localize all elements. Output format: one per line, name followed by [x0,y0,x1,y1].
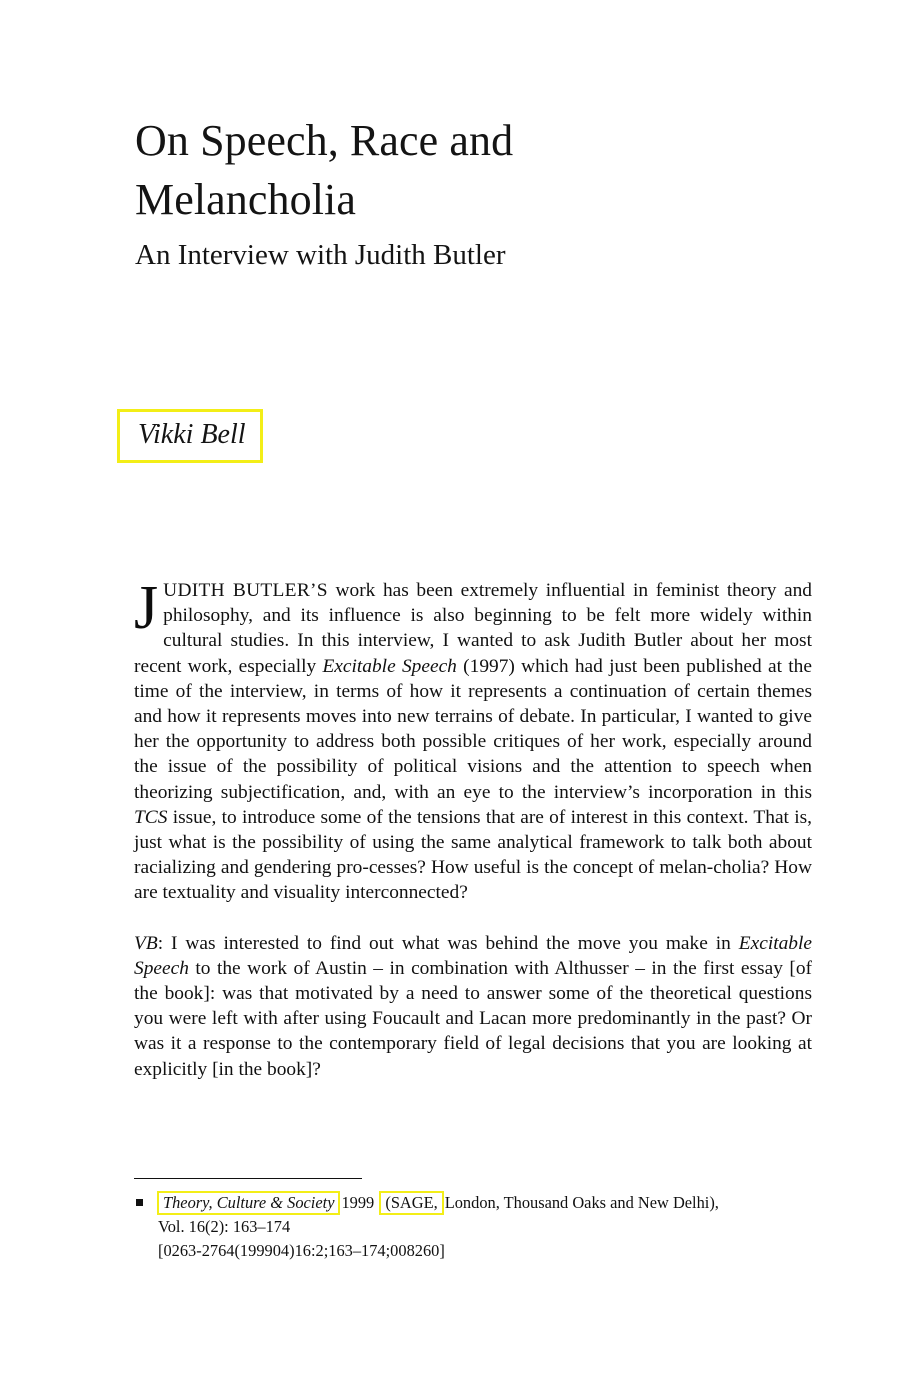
author-block [117,409,263,463]
footnote-block [134,1178,834,1263]
lead-smallcaps: UDITH BUTLER’S [163,580,328,601]
lead-text-part-1: work has been extremely influential in feminist theory and philosophy, and its influence is also beginning to be felt more widely within cultural studies. In this interview, I wanted to ask Judith Butler about her most recent work, especially [134,580,812,677]
footnote-year: 1999 [341,1193,375,1212]
title-block [135,112,825,275]
question-title-citation: Excitable Speech [134,932,812,979]
question-text-part-1: : I was interested to find out what was behind the move you make in [157,932,739,954]
footnote-places: London, Thousand Oaks and New Delhi), [444,1193,719,1212]
lead-paragraph [134,574,812,906]
question-text-part-2: to the work of Austin – in combination with Althusser – in the first essay [of the book]: was that motivated by a need to answer some of the theoretical questions you were left with after using Foucault and Lacan more predominantly in the past? Or was it a response to the contemporary field of legal decisions that you are looking at explicitly [in the book]? [134,957,812,1080]
square-bullet-icon [136,1199,143,1206]
body-column [134,574,812,1082]
lead-text-part-2: (1997) which had just been published at the time of the interview, in terms of how it represents a continuation of certain themes and how it represents moves into new terrains of debate. In particular, I wanted to give her the opportunity to address both possible critiques of her work, especially around the issue of the possibility of political visions and the attention to speech when theorizing subjectification, and, with an eye to the interview’s incorporation in this [134,655,812,803]
speaker-initials-vb: VB [134,932,158,954]
footnote-identifier: [0263-2764(199904)16:2;163–174;008260] [158,1241,445,1260]
lead-journal-abbrev: TCS [134,806,168,828]
page-title-line-1: On Speech, Race and [135,116,514,165]
drop-cap: J [134,574,159,642]
author-name: Vikki Bell [138,419,246,450]
page-title [135,112,825,229]
lead-text-part-3: issue, to introduce some of the tensions that are of interest in this context. That is, just what is the possibility of using the same analytical framework to talk both about racializing and gendering pro-cesses? How useful is the concept of melan-cholia? How are textuality and visuality interconnected? [134,806,812,904]
author-highlight-box [117,409,263,463]
footnote-row [134,1191,834,1263]
footnote-divider [134,1178,362,1179]
journal-name-highlight: Theory, Culture & Society [157,1191,340,1215]
footnote-line-1 [156,1191,834,1215]
page-subtitle: An Interview with Judith Butler [135,239,506,272]
page-title-line-2: Melancholia [135,174,357,224]
footnote-volume: Vol. 16(2): 163–174 [158,1217,291,1236]
question-paragraph-vb [134,931,812,1082]
lead-title-citation-1: Excitable Speech [322,655,457,677]
publisher-highlight: (SAGE, [379,1191,443,1215]
